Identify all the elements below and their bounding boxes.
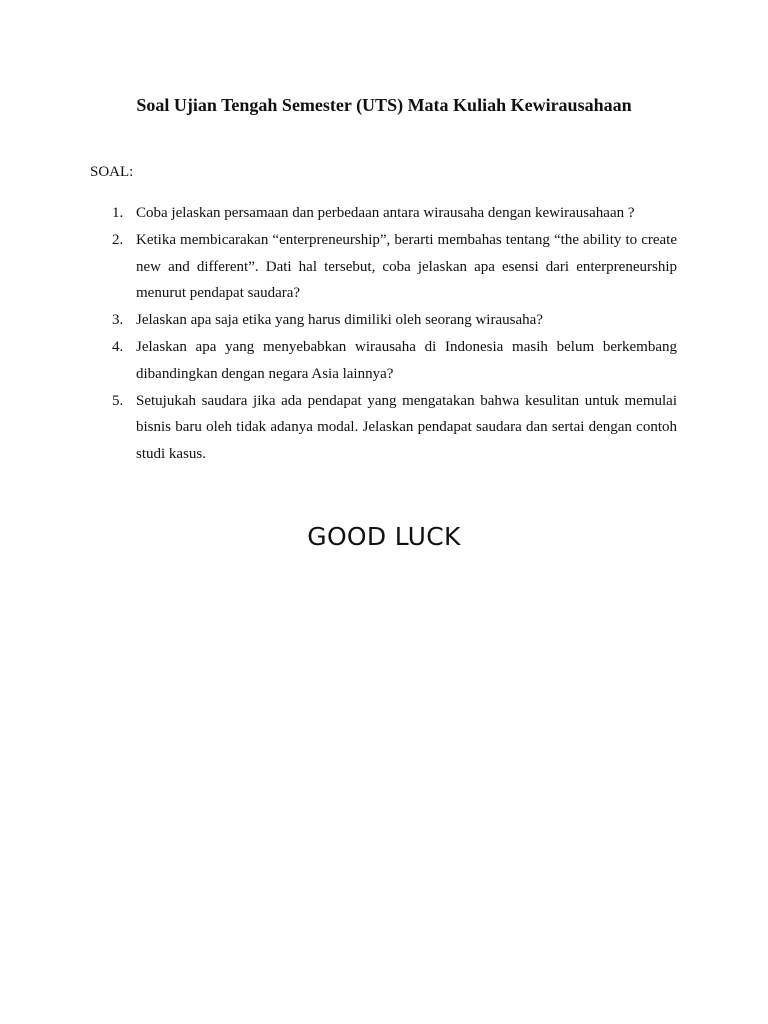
question-number: 5.	[112, 392, 124, 409]
question-text: Jelaskan apa yang menyebabkan wirausaha di Indonesia masih belum berkembang dibandingkan dengan negara Asia lainnya?	[136, 338, 677, 382]
question-item-2	[90, 227, 677, 307]
question-list	[90, 200, 677, 468]
question-text: Coba jelaskan persamaan dan perbedaan antara wirausaha dengan kewirausahaan ?	[136, 205, 635, 221]
question-text: Ketika membicarakan “enterpreneurship”, berarti membahas tentang “the ability to create new and different”. Dati hal tersebut, coba jelaskan apa esensi dari enterpreneurship menurut pendapat saudara?	[136, 231, 677, 302]
question-item-1	[90, 200, 677, 227]
question-item-3	[90, 307, 677, 334]
question-number: 3.	[112, 312, 124, 329]
question-text: Jelaskan apa saja etika yang harus dimiliki oleh seorang wirausaha?	[136, 312, 543, 329]
section-label: SOAL:	[90, 164, 134, 180]
question-number: 1.	[112, 205, 124, 221]
closing-message: GOOD LUCK	[307, 522, 461, 551]
question-number: 4.	[112, 338, 124, 355]
document-title: Soal Ujian Tengah Semester (UTS) Mata Kuliah Kewirausahaan	[136, 95, 632, 115]
question-text: Setujukah saudara jika ada pendapat yang mengatakan bahwa kesulitan untuk memulai bisnis baru oleh tidak adanya modal. Jelaskan pendapat saudara dan sertai dengan contoh studi kasus.	[136, 392, 677, 463]
question-item-5	[90, 388, 677, 468]
question-number: 2.	[112, 231, 124, 248]
question-item-4	[90, 334, 677, 388]
